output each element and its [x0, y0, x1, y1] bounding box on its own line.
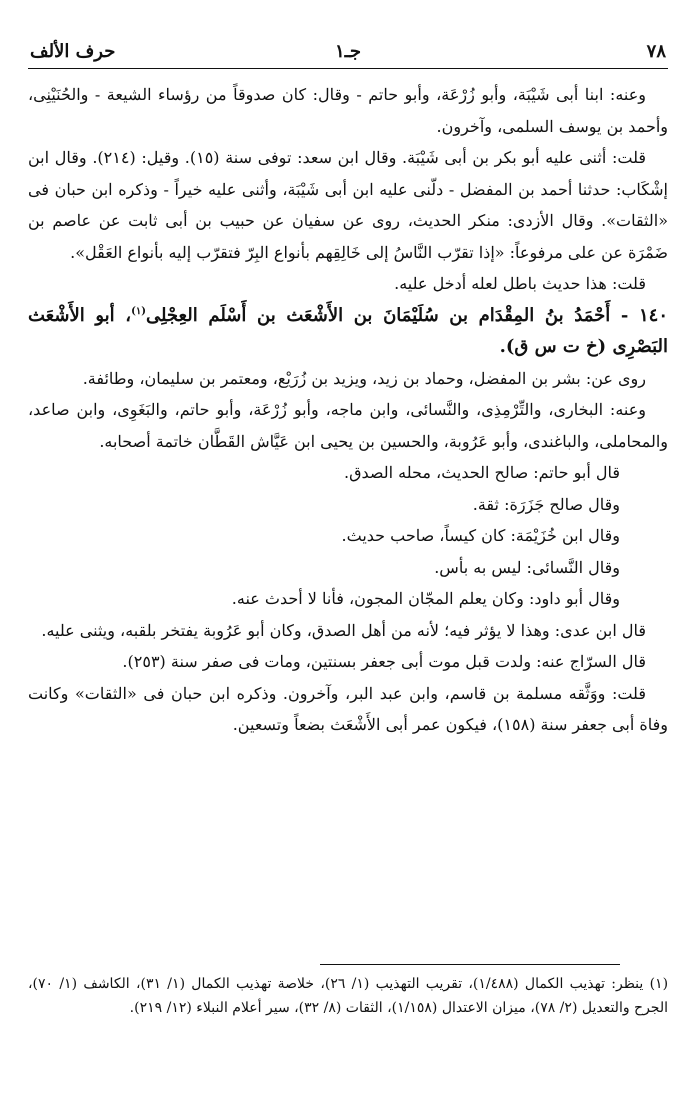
paragraph-conclusion: قلت: ووَثَّقه مسلمة بن قاسم، وابن عبد البر، وآخرون. وذكره ابن حبان فى «الثقات» وكانت وفاة أبى جعفر سنة (١٥٨)، فيكون عمر أبى الأَشْعَث بضعاً وتسعين. — [28, 683, 668, 734]
paragraph-sarraj: قال السرّاج عنه: ولدت قبل موت أبى جعفر بسنتين، ومات فى صفر سنة (٢٥٣). — [122, 652, 646, 671]
paragraph-abu-dawud: وقال أبو داود: وكان يعلم المجّان المجون، فأنا لا أحدث عنه. — [231, 589, 620, 608]
paragraph-ibn-adi: قال ابن عدى: وهذا لا يؤثر فيه؛ لأنه من أهل الصدق، وكان أبو عَرُوبة يفتخر بلقبه، ويثنى عليه. — [41, 620, 646, 640]
chapter-title: حرف الألف — [30, 41, 116, 62]
paragraph-commentary: قلت: أثنى عليه أبو بكر بن أبى شَيْبَة. وقال ابن سعد: توفى سنة (١٥). وقيل: (٢١٤). وقال ابن إشْكَاب: حدثنا أحمد بن المفضل - دلّنى عليه ابن أبى شَيْبَة، وأثنى عليه خيراً - وذكره ابن حبان فى «الثقات». وقال الأزدى: منكر الحديث، روى عن سفيان عن حبيب بن أبى ثابت عن عاصم بن ضَمْرَة عن على مرفوعاً: «إذا تقرّب النَّاسُ إلى خَالِقِهم بأنواع البِرّ فتقرّب إليه بأنواع العَقْل». — [28, 148, 668, 262]
footnotes — [28, 972, 668, 1020]
paragraph-students: وعنه: البخارى، والتِّرْمِذِى، والنَّسائى، وابن ماجه، وأبو زُرْعَة، وأبو حاتم، والبَغَوِى، وابن صاعد، والمحاملى، والباغندى، وأبو عَرُوبة، والحسين بن يحيى ابن عَيَّاش القَطَّان خاتمة أصحابه. — [28, 400, 668, 451]
page-header — [28, 38, 668, 66]
paragraph-narrated-from: روى عن: بشر بن المفضل، وحماد بن زيد، ويزيد بن زُرَيْع، ومعتمر بن سليمان، وطائفة. — [82, 368, 646, 388]
paragraph-narrators-from: وعنه: ابنا أبى شَيْبَة، وأبو زُرْعَة، وأبو حاتم - وقال: كان صدوقاً من رؤساء الشيعة - والحُنَيْنِى، وأحمد بن يوسف السلمى، وآخرون. — [28, 85, 668, 136]
paragraph-salih-jazara: وقال صالح جَزَرَة: ثقة. — [472, 494, 620, 514]
entry-heading — [28, 300, 668, 363]
volume-label: جـ١ — [334, 41, 362, 62]
book-page — [28, 38, 668, 741]
paragraph-ibn-khuzayma: وقال ابن خُزَيْمَة: كان كيساً، صاحب حديث. — [341, 526, 620, 545]
header-rule — [28, 68, 668, 69]
paragraph-nasai: وقال النَّسائى: ليس به بأس. — [434, 557, 620, 577]
paragraph-abu-hatim: قال أبو حاتم: صالح الحديث، محله الصدق. — [344, 463, 620, 482]
footnote-rule — [320, 964, 620, 965]
main-text — [28, 79, 668, 741]
page-number: ٧٨ — [646, 41, 666, 62]
entry-heading-tail: ، أبو الأَشْعَث البَصْرِى (خ ت س ق). — [28, 304, 668, 357]
footnote-reference: (١) — [131, 305, 146, 317]
entry-heading-name: ١٤٠ - أَحْمَدُ بنُ المِقْدَام بن سُلَيْمَانَ بن الأَشْعَث بن أَسْلَم العِجْلِى — [145, 304, 669, 326]
paragraph-note: قلت: هذا حديث باطل لعله أدخل عليه. — [394, 274, 646, 293]
footnote-1: (١) ينظر: تهذيب الكمال (١/٤٨٨)، تقريب التهذيب (١/ ٢٦)، خلاصة تهذيب الكمال (١/ ٣١)، الكاشف (١/ ٧٠)، الجرح والتعديل (٢/ ٧٨)، ميزان الاعتدال (١/١٥٨)، الثقات (٨/ ٣٢)، سير أعلام النبلاء (١٢/ ٢١٩). — [28, 976, 669, 1016]
